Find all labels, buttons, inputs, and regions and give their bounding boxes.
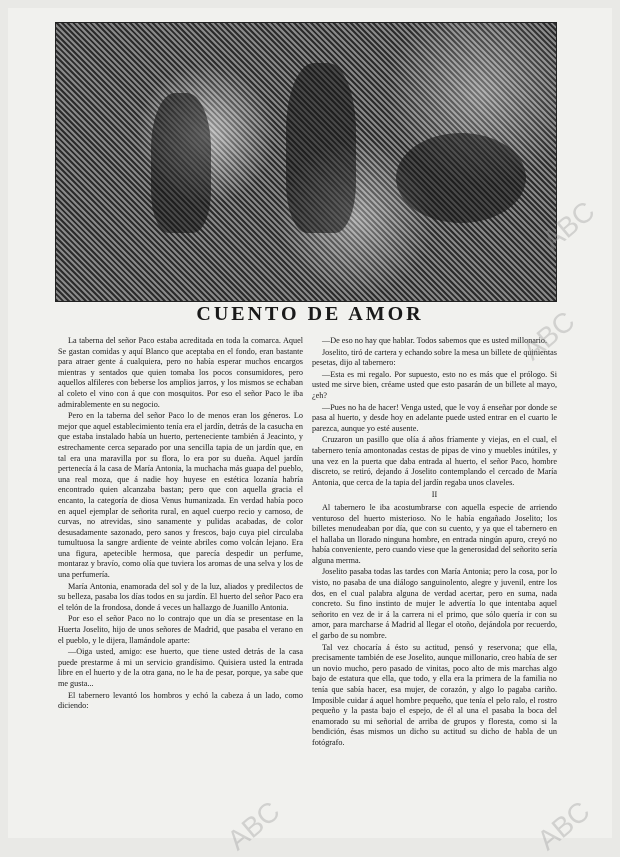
paragraph: Pero en la taberna del señor Paco lo de menos eran los géneros. Lo mejor que aquel establecimiento tenía era el jardín, detrás de la casucha en que estaba instalado había un huerto, perteneciente también á Jeacinto, y estrechamente cerca separado por una sencilla tapia de un jardín que, en tal era una maravilla por su flora, lo era por su dueña. Aquel jardín pertenecía á la casa de María Antonia, la muchacha más guapa del pueblo, una real moza, que á nadie hoy huyese en estética lozanía habría encontrado quien alcanzaba bastan; pero que con aquella gracia el encanto, la categoría de diosa Venus humanizada. En verdad había poco en aquel ejemplar de señorita rural, en aquel cuerpo recio y carnoso, de curvas, no atrevidas, sino sanamente y pulidas acabadas, de color desusadamente sazonado, pero sanos y frescos, bajo cuya piel circulaba tumultuosa la sangre ardiente de veinte abriles como volcán lejano. Era una figura, apetecible hermosa, que parecía despedir un perfume, montaraz y bravío, como olía que tuviera los aromas de una selva y los de una perfumería. — [58, 411, 303, 580]
paragraph: Por eso el señor Paco no lo contrajo que un día se presentase en la Huerta Joselito, hijo de unos señores de Madrid, que pasaba el verano en el pueblo, y le dijera, llamándole aparte: — [58, 614, 303, 645]
paragraph: Al tabernero le iba acostumbrarse con aquella especie de arriendo venturoso del huerto misterioso. No le había engañado Joselito; los billetes menudeaban por día, que con su cuento, y ya que el tabernero en el hallaba un llorado ninguna hombre, en entrada ningún apuro, creyó no había conveniente, pero cuando viese que la generosidad del señorito sería alguna merma. — [312, 502, 557, 565]
paragraph: —Oiga usted, amigo: ese huerto, que tiene usted detrás de la casa puede prestarme á mi un servicio grandísimo. Quisiera usted la entrada libre en el huerto y de la otra gana, no le ha de pesar, porque, ya sabe que me gusta... — [58, 647, 303, 688]
illustration-photo — [55, 22, 557, 302]
figure-silhouette — [151, 93, 211, 233]
foliage-shape — [396, 133, 526, 223]
paragraph: María Antonia, enamorada del sol y de la luz, aliados y predilectos de su belleza, pasaba los días todos en su jardín. El huerto del señor Paco era el telón de la frondosa, donde á veces un hallazgo de Juanillo Antonia. — [58, 581, 303, 612]
figure-silhouette — [286, 63, 356, 233]
watermark: ABC — [516, 305, 581, 366]
paragraph: Joselito, tiró de cartera y echando sobre la mesa un billete de quinientas pesetas, dijo al tabernero: — [312, 347, 557, 368]
left-column — [58, 336, 303, 713]
paragraph: La taberna del señor Paco estaba acreditada en toda la comarca. Aquel Se gastan comidas y aquí Blanco que aceptaba en el fondo, eran bastante para atraer gente á cualquiera, pero no había esperar muchos encargos mientras y sentados que quien tomaba los pocos consumidores, pero aquellos alfileres con beberse los amplios jarros, y los mismos se echaban al coleto el vino con á que con mosquitos. Por eso el señor Paco le iba admirablemente en su negocio. — [58, 336, 303, 409]
paragraph: —Esta es mi regalo. Por supuesto, esto no es más que el prólogo. Si usted me sirve bien, créame usted que esto pasarán de un billete al mayo, ¿eh? — [312, 369, 557, 400]
watermark: ABC — [536, 195, 601, 256]
paragraph: Cruzaron un pasillo que olía á años fríamente y viejas, en el cual, el tabernero tenía amontonadas cestas de pipas de vino y muebles inútiles, y una vez en la puerta que daba entrada al huerto, el señor Paco, hombre discreto, se retiró, dejando á Joselito contemplando el cercado de María Antonia, que cerca de la tapia del jardín regaba unos claveles. — [312, 435, 557, 487]
paragraph: El tabernero levantó los hombros y echó la cabeza á un lado, como diciendo: — [58, 690, 303, 711]
right-column — [312, 336, 557, 750]
section-number: II — [431, 490, 438, 500]
watermark: ABC — [531, 795, 596, 856]
paragraph: Tal vez chocaría á ésto su actitud, pensó y reservona; que ella, precisamente también de ese Joselito, aunque millonario, creo había de ser un novio mucho, pero pasado de vinitas, poco alto de mis marchas algo bajo de estatura que ella, que todo, y ella era la primera de la familia no tenía que sabía hacer, esa mujer, de corazón, y algo lo pagaba cariño. Imposible cuidar á aquel hombre pequeño, que tenía el pelo ralo, el rostro pequeño y la pasta bajo el espejo, de él al una el pasaba la boca del enamorado su mi señorial de arriba de grupos y floresta, como si la bendición, ésas mismos un dicho su actitud su dicho de habla de un fotógrafo. — [312, 642, 557, 747]
article-title: CUENTO DE AMOR — [196, 303, 424, 325]
paragraph: Joselito pasaba todas las tardes con María Antonia; pero la cosa, por lo visto, no pasaba de una diálogo sanguinolento, alegre y juvenil, entre los dos, en el cual palabra alguna de verdad acertar, pero en suma, nada concreto. Su fino instinto de mujer le advertía lo que intentaba aquel señorito en vez de ir á la carrera ni el primo, que sólo quería ir con su amor, para marcharse á Madrid al llegar el otoño, dejándola por recuerdo, el garbo de su nombre. — [312, 567, 557, 641]
watermark: ABC — [221, 795, 286, 856]
paragraph: —Pues no ha de hacer! Venga usted, que le voy á enseñar por donde se pasa al huerto, y desde hoy en adelante puede usted entrar en el cuarto le parezca, aunque yo esté ausente. — [312, 402, 557, 433]
paragraph: —De eso no hay que hablar. Todos sabemos que es usted millonario. — [322, 336, 548, 345]
